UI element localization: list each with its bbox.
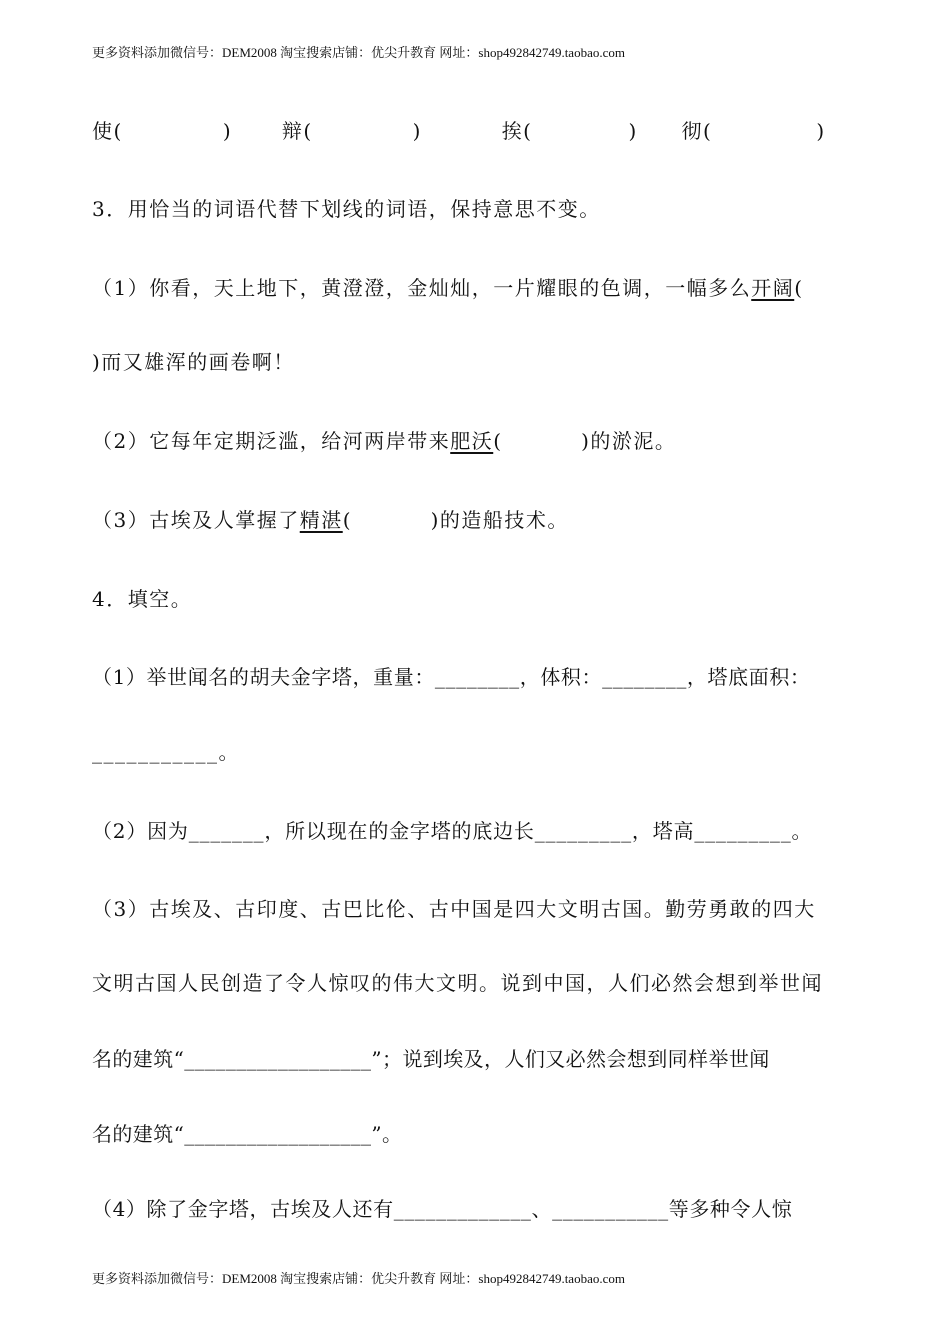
q4-part-3-line-2: 文明古国人民创造了令人惊叹的伟大文明。说到中国，人们必然会想到举世闻: [92, 971, 823, 995]
q4-part-1: （1）举世闻名的胡夫金字塔，重量：________，体积：________，塔底面积：: [92, 665, 811, 689]
q3-s1-underlined-word: 开阔: [751, 276, 795, 300]
q3-sentence-3: [92, 504, 858, 533]
q3-s2-text: （2）它每年定期泛滥，给河两岸带来: [92, 429, 451, 453]
q3-sentence-1: [92, 272, 858, 301]
page-footer: 更多资料添加微信号：DEM2008 淘宝搜索店铺：优尖升教育 网址：shop492842749.taobao.com: [92, 1271, 625, 1286]
page-header: 更多资料添加微信号：DEM2008 淘宝搜索店铺：优尖升教育 网址：shop492842749.taobao.com: [92, 45, 625, 60]
q4-part-3-line-3: 名的建筑“__________________”；说到埃及，人们又必然会想到同样举世闻: [92, 1047, 770, 1071]
q3-s2-underlined-word: 肥沃: [450, 429, 494, 453]
char-item-2: 辩(: [281, 119, 313, 143]
q3-sentence-1-cont: )而又雄浑的画卷啊！: [92, 350, 295, 374]
q4-part-3-line-4: 名的建筑“__________________”。: [92, 1122, 403, 1146]
q4-part-1-cont: ___________。: [92, 740, 240, 764]
q4-part-3-line-1: （3）古埃及、古印度、古巴比伦、古中国是四大文明古国。勤劳勇敢的四大: [92, 897, 816, 921]
char-item-1: 使(: [92, 119, 123, 143]
close-paren: ): [222, 119, 233, 143]
close-paren: ): [412, 119, 422, 143]
q4-part-4: （4）除了金字塔，古埃及人还有_____________、___________等多种令人惊: [92, 1197, 793, 1221]
q3-s3-rest: ( )的造船技术。: [342, 508, 569, 532]
q3-s3-underlined-word: 精湛: [299, 508, 343, 532]
q3-s2-rest: ( )的淤泥。: [493, 429, 677, 453]
q4-title: 4．填空。: [92, 587, 193, 611]
q3-s1-text: （1）你看，天上地下，黄澄澄，金灿灿，一片耀眼的色调，一幅多么: [92, 276, 752, 300]
q3-s1-paren: (: [794, 276, 804, 300]
q3-s3-text: （3）古埃及人掌握了: [92, 508, 300, 532]
char-item-3: 挨(: [501, 119, 533, 143]
q3-title: 3．用恰当的词语代替下划线的词语，保持意思不变。: [92, 197, 601, 221]
close-paren: ): [816, 119, 826, 143]
char-row: [92, 115, 858, 144]
q3-sentence-2: [92, 425, 858, 454]
q4-part-2: （2）因为_______，所以现在的金字塔的底边长_________，塔高_________。: [92, 819, 813, 843]
close-paren: ): [628, 119, 638, 143]
char-item-4: 彻(: [681, 119, 713, 143]
